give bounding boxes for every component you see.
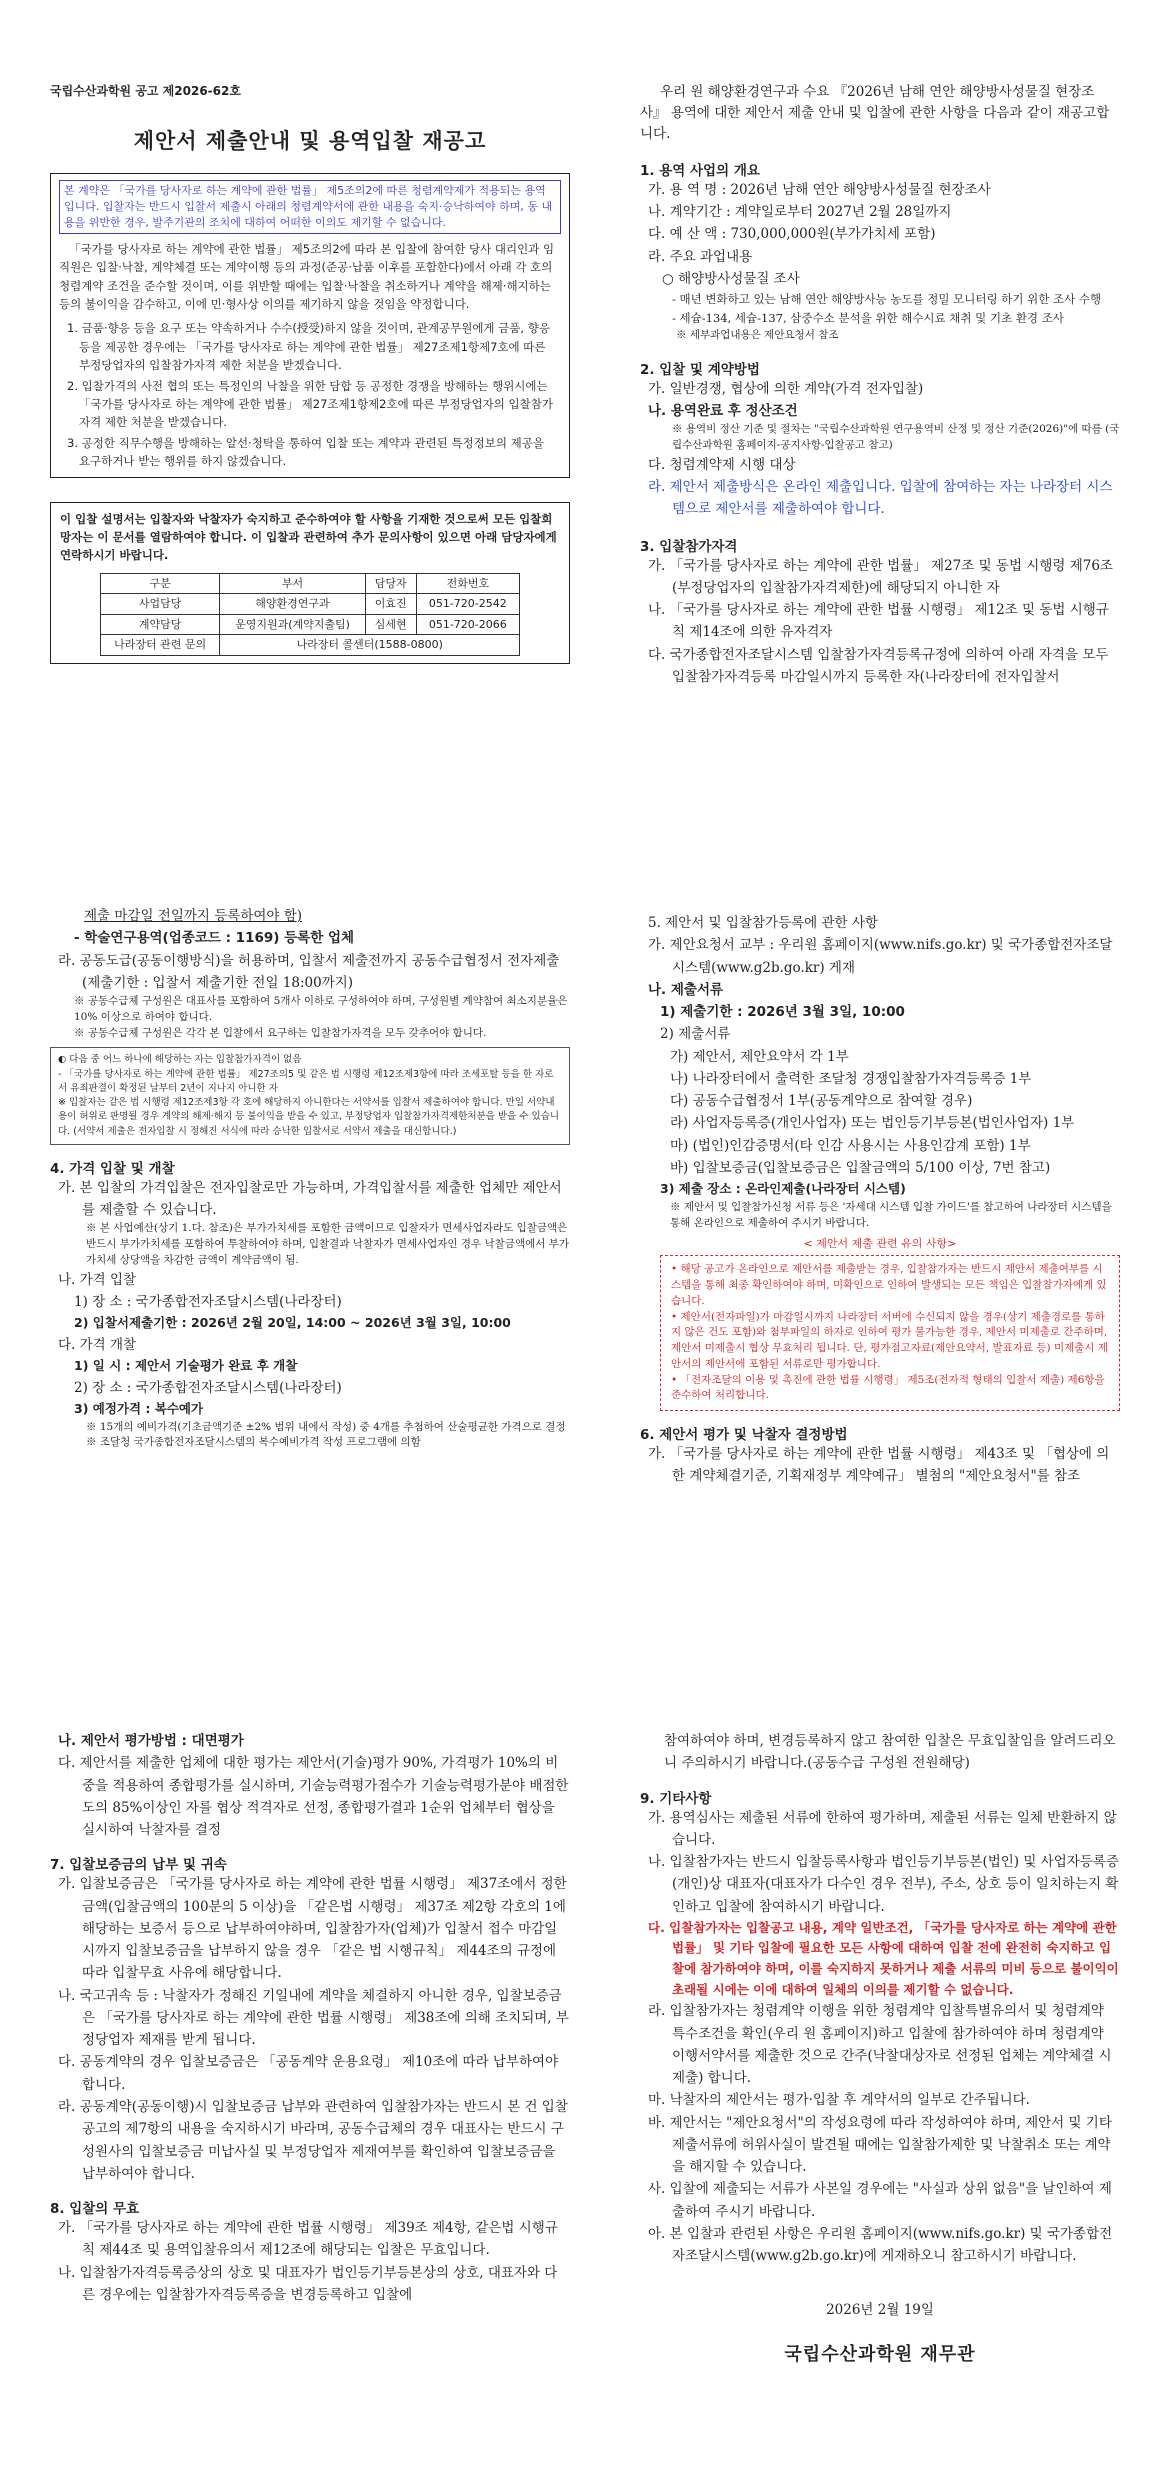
notice-date: 2026년 2월 19일 (826, 2301, 934, 2318)
list-item: 라) 사업자등록증(개인사업자) 또는 법인등기부등본(법인사업자) 1부 (670, 1115, 1075, 1132)
table-row (101, 614, 520, 635)
list-item: 나. 용역완료 후 정산조건 (648, 403, 798, 420)
table-cell: 계약담당 (101, 614, 220, 635)
box-line: - 「국가를 당사자로 하는 계약에 관한 법률」 제27조의5 및 같은 법 시행령 제12조제3항에 따라 조세포탈 등을 한 자로서 유죄판결이 확정된 날부터 2년이 지나지 아니한 자 (58, 1068, 554, 1094)
page3-left (50, 1730, 570, 2306)
section-title: 5. 제안서 및 입찰참가등록에 관한 사항 (648, 915, 878, 931)
list-item: 3) 제출 장소 : 온라인제출(나라장터 시스템) (660, 1181, 906, 1197)
note: ※ 본 사업예산(상기 1.다. 참조)은 부가가치세를 포함한 금액이므로 입찰자가 면세사업자라도 입찰금액은 반드시 부가가치세를 포함하여 투찰하여야 하며, 입찰결과 낙찰자가 면세사업자인 경우 낙찰금액에서 부가가치세 상당액을 차감한 금액이 계약금액이 됨. (86, 1222, 570, 1266)
caution-title: < 제안서 제출 관련 유의 사항> (803, 1237, 957, 1251)
section-title: 4. 가격 입찰 및 개찰 (50, 1160, 175, 1177)
list-item: 아. 본 입찰과 관련된 사항은 우리원 홈페이지(www.nifs.go.kr) 및 국가종합전자조달시스템(www.g2b.go.kr)에 게재하오니 참고하시기 바랍니다. (648, 2226, 1113, 2265)
list-item: 가. 「국가를 당사자로 하는 계약에 관한 법률」 제27조 및 동법 시행령 제76조(부정당업자의 입찰참가자격제한)에 해당되지 아니한 자 (648, 557, 1113, 596)
integrity-box (50, 173, 570, 478)
table-cell: 나라장터 관련 문의 (101, 635, 220, 656)
section-title: 1. 용역 사업의 개요 (640, 162, 760, 179)
list-item: 가. 「국가를 당사자로 하는 계약에 관한 법률 시행령」 제43조 및 「협상에 의한 계약체결기준, 기획재정부 계약예규」 별첨의 "제안요청서"를 참조 (648, 1446, 1110, 1485)
list-item: ○ 해양방사성물질 조사 (662, 270, 800, 287)
list-item: - 학술연구용역(업종코드 : 1169) 등록한 업체 (74, 930, 355, 947)
list-item: 2) 입찰서제출기한 : 2026년 2월 20일, 14:00 ~ 2026년 3월 3일, 10:00 (74, 1315, 511, 1331)
list-item: 가. 용 역 명 : 2026년 남해 연안 해양방사성물질 현장조사 (648, 181, 991, 198)
list-item: 나. 입찰참가자는 반드시 입찰등록사항과 법인등기부등본(법인) 및 사업자등록증(개인)상 대표자(대표자가 다수인 경우 전부), 주소, 상호 등이 일치하는지 확인하고 입찰에 참여하시기 바랍니다. (648, 1854, 1119, 1915)
notice-number: 국립수산과학원 공고 제2026-62호 (50, 84, 241, 98)
list-item: 3) 예정가격 : 복수예가 (74, 1400, 204, 1416)
integrity-item: 2. 입찰가격의 사전 협의 또는 특정인의 낙찰을 위한 담합 등 공정한 경쟁을 방해하는 행위시에는 「국가를 당사자로 하는 계약에 관한 법률」 제27조제1항제2호에 따른 부정당업자의 입찰참가자격 제한 처분을 받겠습니다. (67, 378, 553, 430)
table-cell: 운영지원과(계약지출팀) (220, 614, 365, 635)
note: ※ 용역비 정산 기준 및 절차는 "국립수산과학원 연구용역비 산정 및 정산 기준(2026)"에 따름 (국립수산과학원 홈페이지-공지사항-입찰공고 참고) (672, 423, 1120, 452)
section-title: 3. 입찰참가자격 (640, 538, 738, 555)
list-item: 2) 제출서류 (660, 1026, 731, 1043)
table-cell: 나라장터 콜센터(1588-0800) (220, 635, 520, 656)
note: ※ 제안서 및 입찰참가신청 서류 등은 '자세대 시스템 입찰 가이드'를 참고하여 나라장터 시스템을 통해 온라인으로 제출하여 주시기 바랍니다. (670, 1200, 1112, 1229)
section-title: 7. 입찰보증금의 납부 및 귀속 (50, 1857, 227, 1874)
contact-header: 구분 (101, 573, 220, 594)
table-cell: 이효진 (365, 594, 416, 615)
list-item: 다. 가격 개찰 (58, 1336, 137, 1353)
list-item: 라. 제안서 제출방식은 온라인 제출입니다. 입찰에 참여하는 자는 나라장터 시스템으로 제안서를 제출하여야 합니다. (648, 479, 1113, 518)
list-item: 나. 「국가를 당사자로 하는 계약에 관한 법률 시행령」 제12조 및 동법 시행규칙 제14조에 의한 유자격자 (648, 602, 1109, 641)
list-item: 마. 낙찰자의 제안서는 평가·입찰 후 계약서의 일부로 간주됩니다. (648, 2092, 1030, 2109)
contact-text: 이 입찰 설명서는 입찰자와 낙찰자가 숙지하고 준수하여야 할 사항을 기재한 것으로써 모든 입찰희망자는 이 문서를 열람하여야 합니다. 이 입찰과 관련하여 추가 문의사항이 있으면 아래 담당자에게 연락하시기 바랍니다. (60, 511, 557, 563)
caution-box (660, 1255, 1120, 1411)
table-row (101, 635, 520, 656)
contact-header: 전화번호 (416, 573, 519, 594)
list-item: - 매년 변화하고 있는 남해 연안 해양방사능 농도를 정밀 모니터링 하기 위한 조사 수행 (672, 292, 1102, 307)
section-title: 8. 입찰의 무효 (50, 2201, 140, 2218)
table-cell: 051-720-2066 (416, 614, 519, 635)
table-cell: 사업담당 (101, 594, 220, 615)
disqualification-box (50, 1047, 570, 1145)
list-item: 가. 제안요청서 교부 : 우리원 홈페이지(www.nifs.go.kr) 및 국가종합전자조달시스템(www.g2b.go.kr) 게재 (648, 937, 1113, 976)
page2-right (640, 912, 1120, 1488)
page3-right (640, 1730, 1120, 2366)
list-item: 가. 일반경쟁, 협상에 의한 계약(가격 전자입찰) (648, 380, 924, 397)
list-item: 2) 장 소 : 국가종합전자조달시스템(나라장터) (74, 1379, 342, 1396)
box-line: ◐ 다음 중 어느 하나에 해당하는 자는 입찰참가자격이 없음 (58, 1054, 302, 1066)
list-item: 라. 공동도급(공동이행방식)을 허용하며, 입찰서 제출전까지 공동수급협정서 전자제출(제출기한 : 입찰서 제출기한 전일 18:00까지) (58, 952, 560, 991)
list-item: 다. 국가종합전자조달시스템 입찰참가자격등록규정에 의하여 아래 자격을 모두 입찰참가자격등록 마감일시까지 등록한 자(나라장터에 전자입찰서 (648, 646, 1109, 685)
page1-right (640, 82, 1120, 688)
list-item: 다. 제안서를 제출한 업체에 대한 평가는 제안서(기술)평가 90%, 가격평가 10%의 비중을 적용하여 종합평가를 실시하며, 기술능력평가점수가 기술능력평가분야 배점한도의 85%이상인 자를 협상 적격자로 선정, 종합평가결과 1순위 업체부터 협상을 실시하여 낙찰자를 결정 (58, 1755, 569, 1839)
contact-header: 담당자 (365, 573, 416, 594)
list-item: 다) 공동수급협정서 1부(공동계약으로 참여할 경우) (670, 1093, 973, 1110)
list-item: 1) 일 시 : 제안서 기술평가 완료 후 개찰 (74, 1358, 298, 1374)
list-item: 라. 입찰참가자는 청렴계약 이행을 위한 청렴계약 입찰특별유의서 및 청렴계약 특수조건을 확인(우리 원 홈페이지)하고 입찰에 참가하여야 하며 청렴계약 이행서약서를 제출한 것으로 간주(낙찰대상자로 선정된 업체는 계약체결 시 제출) 합니다. (648, 2003, 1112, 2087)
section-title: 2. 입찰 및 계약방법 (640, 361, 760, 378)
list-item: 나. 제안서 평가방법 : 대면평가 (58, 1733, 244, 1749)
list-item: 다. 청렴계약제 시행 대상 (648, 456, 796, 473)
list-item: 나. 입찰참가자격등록증상의 상호 및 대표자가 법인등기부등본상의 상호, 대표자와 다른 경우에는 입찰참가자격등록증을 변경등록하고 입찰에 (58, 2264, 558, 2303)
contact-header: 부서 (220, 573, 365, 594)
integrity-notice: 본 계약은 「국가를 당사자로 하는 계약에 관한 법률」 제5조의2에 따른 청렴계약제가 적용되는 용역입니다. 입찰자는 반드시 입찰서 제출시 아래의 청렴계약서에 관한 내용을 숙지·승낙하여야 하며, 동 내용을 위반한 경우, 발주기관의 조치에 대하여 어떠한 이의도 제기할 수 없습니다. (59, 180, 561, 234)
list-item: 사. 입찰에 제출되는 서류가 사본일 경우에는 "사실과 상위 없음"을 날인하여 제출하여 주시기 바랍니다. (648, 2181, 1112, 2220)
list-item: 라. 주요 과업내용 (648, 248, 753, 265)
list-item: 제출 마감일 전일까지 등록하여야 함) (84, 908, 303, 924)
list-item: 가. 용역심사는 제출된 서류에 한하여 평가하며, 제출된 서류는 일체 반환하지 않습니다. (648, 1809, 1117, 1848)
intro-paragraph: 우리 원 해양환경연구과 수요 『2026년 남해 연안 해양방사성물질 현장조사』 용역에 대한 제안서 제출 안내 및 입찰에 관한 사항을 다음과 같이 재공고합니다. (640, 84, 1110, 142)
table-row (101, 594, 520, 615)
list-item: 가. 본 입찰의 가격입찰은 전자입찰로만 가능하며, 가격입찰서를 제출한 업체만 제안서를 제출할 수 있습니다. (58, 1179, 562, 1219)
note: ※ 공동수급체 구성원은 대표사를 포함하여 5개사 이하로 구성하여야 하며, 구성원별 계약참여 최소지분율은 10% 이상으로 하여야 합니다. (74, 995, 568, 1023)
page-title: 제안서 제출안내 및 용역입찰 재공고 (133, 129, 487, 153)
list-item: 1) 장 소 : 국가종합전자조달시스템(나라장터) (74, 1293, 342, 1310)
page1-left (50, 82, 570, 664)
table-cell: 해양환경연구과 (220, 594, 365, 615)
integrity-item: 3. 공정한 직무수행을 방해하는 알선·청탁을 통하여 입찰 또는 계약과 관련된 특정정보의 제공을 요구하거나 받는 행위를 하지 않겠습니다. (67, 435, 544, 469)
caution-item: • 제안서(전자파일)가 마감일시까지 나라장터 서버에 수신되지 않을 경우(상기 제출경로를 통하지 않은 건도 포함)와 첨부파일의 하자로 인하여 평가 불가능한 경우, 제안서 미제출로 간주하며, 제안서 미제출시 협상 무효처리 됩니다. 단, 평가점고자료(제안요약서, 발표자료 등) 미제출시 제안서의 제안서에 포함된 서류로만 평가합니다. (671, 1310, 1109, 1370)
list-item: 바) 입찰보증금(입찰보증금은 입찰금액의 5/100 이상, 7번 참고) (670, 1159, 1051, 1176)
section-title: 9. 기타사항 (640, 1790, 712, 1807)
list-item: 가. 「국가를 당사자로 하는 계약에 관한 법률 시행령」 제39조 제4항, 같은법 시행규칙 제44조 및 용역입찰유의서 제12조에 해당되는 입찰은 무효입니다. (58, 2220, 558, 2259)
caution-item: • 해당 공고가 온라인으로 제안서를 제출받는 경우, 입찰참가자는 반드시 제안서 제출여부를 시스템을 통해 최종 확인하여야 하며, 미확인으로 인하여 발생되는 모든 책임은 입찰참가자에게 있습니다. (671, 1263, 1107, 1307)
note: ※ 조달청 국가종합전자조달시스템의 복수예비가격 작성 프로그램에 의함 (86, 1436, 421, 1449)
table-cell: 심세현 (365, 614, 416, 635)
list-item: - 세슘-134, 세슘-137, 삼중수소 분석을 위한 해수시료 채취 및 기초 환경 조사 (672, 311, 1064, 326)
caution-item: • 「전자조달의 이용 및 촉진에 관한 법률 시행령」 제5조(전자적 형태의 입찰서 제출) 제6항을 준수하여 처리합니다. (671, 1373, 1105, 1402)
list-item: 나) 나라장터에서 출력한 조달청 경쟁입찰참가자격등록증 1부 (670, 1070, 1032, 1087)
list-item: 바. 제안서는 "제안요청서"의 작성요령에 따라 작성하여야 하며, 제안서 및 기타제출서류에 허위사실이 발견될 때에는 입찰참가제한 및 낙찰취소 또는 계약을 해지할 수 있습니다. (648, 2114, 1112, 2176)
list-item: 참여하여야 하며, 변경등록하지 않고 참여한 입찰은 무효입찰임을 알려드리오니 주의하시기 바랍니다.(공동수급 구성원 전원해당) (664, 1733, 1116, 1772)
list-item: 다. 입찰참가자는 입찰공고 내용, 계약 일반조건, 「국가를 당사자로 하는 계약에 관한 법률」 및 기타 입찰에 필요한 모든 사항에 대하여 입찰 전에 완전히 숙지하고 입찰에 참가하여야 하며, 이를 숙지하지 못하거나 제출 서류의 미비 등으로 불이익이 초래될 시에는 이에 대하여 일체의 이의를 제기할 수 없습니다. (648, 1919, 1119, 1997)
list-item: 라. 공동계약(공동이행)시 입찰보증금 납부와 관련하여 입찰참가자는 반드시 본 건 입찰공고의 제7항의 내용을 숙지하시기 바라며, 공동수급체의 경우 대표사는 반드시 구성원사의 입찰보증금 미납사실 및 부정당업자 제재여부를 확인하여 입찰보증금을 납부하여야 합니다. (58, 2098, 568, 2182)
contact-box (50, 502, 570, 665)
list-item: 다. 공동계약의 경우 입찰보증금은 「공동계약 운용요령」 제10조에 따라 납부하여야 합니다. (58, 2054, 559, 2093)
note: ※ 15개의 예비가격(기초금액기준 ±2% 범위 내에서 작성) 중 4개를 추첨하여 산술평균한 가격으로 결정 (86, 1420, 566, 1433)
contact-table (100, 573, 520, 656)
note: ※ 공동수급체 구성원은 각각 본 입찰에서 요구하는 입찰참가자격을 모두 갖추어야 합니다. (74, 1026, 487, 1039)
list-item: 가. 입찰보증금은 「국가를 당사자로 하는 계약에 관한 법률 시행령」 제37조에서 정한 금액(입찰금액의 100분의 5 이상)을 「같은법 시행령」 제37조 제2항 각호의 1에 해당하는 보증서 등으로 납부하여야하며, 입찰참가자(업체)가 입찰서 접수 마감일시까지 입찰보증금을 납부하지 않을 경우 「같은 법 시행규칙」 제44조의 규정에 따라 입찰무효 사유에 해당합니다. (58, 1876, 567, 1982)
box-line: ※ 입찰자는 같은 법 시행령 제12조제3항 각 호에 해당하지 아니한다는 서약서를 입찰서 제출하여야 합니다. 만일 서약내용이 허위로 판명될 경우 계약의 해제·해지 등 불이익을 받을 수 있고, 부정당업자 입찰참가자격제한처분을 받을 수 있습니다. (서약서 제출은 전자입찰 시 정해진 서식에 따라 승낙한 입찰서로 서약서 제출을 대신합니다.) (58, 1097, 560, 1137)
signature: 국립수산과학원 재무관 (784, 2343, 976, 2365)
list-item: 나. 국고귀속 등 : 낙찰자가 정해진 기일내에 계약을 체결하지 아니한 경우, 입찰보증금은 「국가를 당사자로 하는 계약에 관한 법률 시행령」 제38조에 의해 조치되며, 부정당업자 제재를 받게 됩니다. (58, 1987, 569, 2049)
integrity-item: 1. 금품·향응 등을 요구 또는 약속하거나 수수(授受)하지 않을 것이며, 관계공무원에게 금품, 향응 등을 제공한 경우에는 「국가를 당사자로 하는 계약에 관한 법률」 제27조제1항제7호에 따른 부정당업자의 입찰참가자격 제한 처분을 받겠습니다. (67, 321, 550, 373)
note: ※ 세부과업내용은 제안요청서 참조 (676, 329, 839, 342)
list-item: 마) (법인)인감증명서(타 인감 사용시는 사용인감계 포함) 1부 (670, 1137, 1031, 1154)
list-item: 1) 제출기한 : 2026년 3월 3일, 10:00 (660, 1004, 905, 1021)
list-item: 나. 제출서류 (648, 981, 724, 998)
integrity-paragraph: 「국가를 당사자로 하는 계약에 관한 법률」 제5조의2에 따라 본 입찰에 참여한 당사 대리인과 임직원은 입찰·낙찰, 계약체결 또는 계약이행 등의 과정(준공·납품 이후를 포함한다)에서 아래 각 호의 청렴계약 조건을 준수할 것이며, 이를 위반할 때에는 입찰·낙찰을 취소하거나 계약을 해제·해지하는 등의 불이익을 감수하고, 이에 민·형사상 이의를 제기하지 않을 것임을 약정합니다. (59, 241, 555, 311)
list-item: 나. 계약기간 : 계약일로부터 2027년 2월 28일까지 (648, 204, 952, 221)
section-title: 6. 제안서 평가 및 낙찰자 결정방법 (640, 1427, 848, 1444)
list-item: 다. 예 산 액 : 730,000,000원(부가가치세 포함) (648, 226, 936, 243)
list-item: 나. 가격 입찰 (58, 1271, 137, 1288)
page2-left (50, 905, 570, 1451)
list-item: 가) 제안서, 제안요약서 각 1부 (670, 1048, 849, 1065)
table-cell: 051-720-2542 (416, 594, 519, 615)
